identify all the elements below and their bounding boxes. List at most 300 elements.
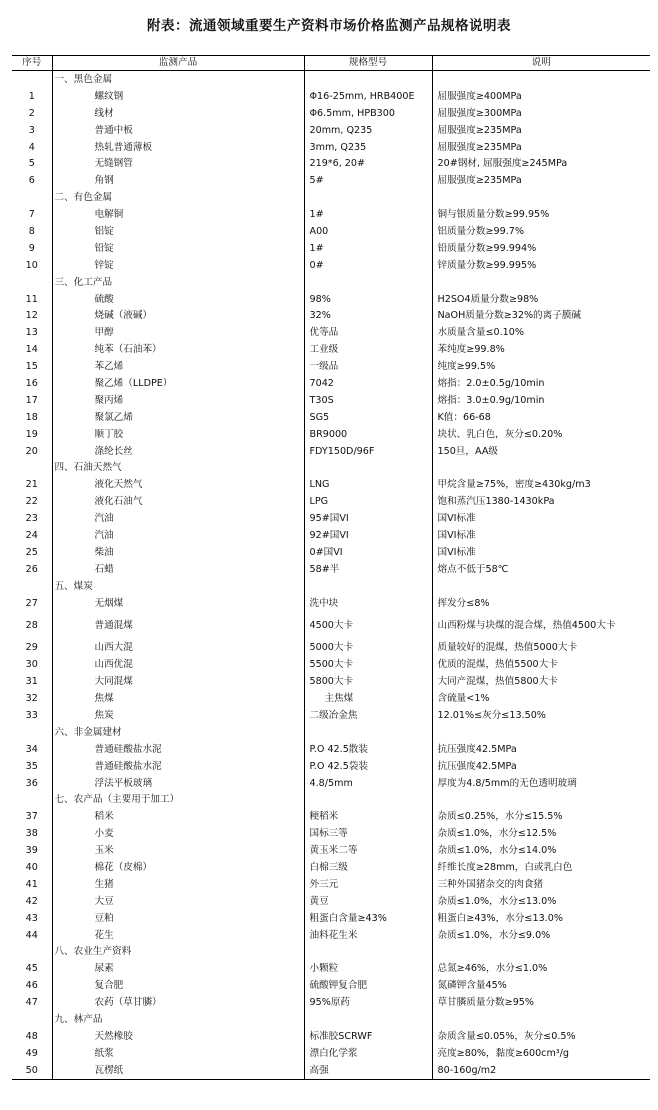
table-row — [12, 476, 650, 493]
category-name: 一、黑色金属 — [52, 71, 304, 88]
product-name: 电解铜 — [52, 206, 304, 223]
table-row — [12, 307, 650, 324]
product-name: 角钢 — [52, 172, 304, 189]
spec-model: 0# — [304, 257, 432, 274]
product-name: 普通硅酸盐水泥 — [52, 741, 304, 758]
table-body — [12, 71, 650, 1080]
table-row — [12, 1045, 650, 1062]
row-number: 3 — [12, 122, 52, 139]
product-name: 锌锭 — [52, 257, 304, 274]
product-name: 螺纹钢 — [52, 88, 304, 105]
row-number: 35 — [12, 758, 52, 775]
table-row — [12, 223, 650, 240]
description: 大同产混煤，热值5800大卡 — [437, 676, 558, 688]
spec-model — [304, 578, 432, 595]
category-row — [12, 724, 650, 741]
product-name: 汽油 — [52, 510, 304, 527]
row-number: 24 — [12, 527, 52, 544]
row-number: 38 — [12, 825, 52, 842]
spec-model: 4.8/5mm — [304, 775, 432, 792]
row-number: 12 — [12, 307, 52, 324]
spec-model: SG5 — [304, 409, 432, 426]
category-row — [12, 459, 650, 476]
row-number: 28 — [12, 612, 52, 640]
spec-model: Φ6.5mm, HPB300 — [304, 105, 432, 122]
spec-model: BR9000 — [304, 426, 432, 443]
row-number: 2 — [12, 105, 52, 122]
product-name: 焦炭 — [52, 707, 304, 724]
spec-model — [304, 792, 432, 809]
row-number — [12, 71, 52, 88]
header-product: 监测产品 — [52, 56, 304, 71]
spec-model: LPG — [304, 493, 432, 510]
product-name: 线材 — [52, 105, 304, 122]
description: 150旦，AA级 — [437, 445, 498, 457]
description: K值：66-68 — [437, 411, 491, 423]
table-row — [12, 291, 650, 308]
table-row — [12, 825, 650, 842]
spec-model: 油料花生米 — [304, 927, 432, 944]
row-number: 50 — [12, 1062, 52, 1079]
table-row — [12, 493, 650, 510]
description: 屈服强度≥300MPa — [437, 107, 522, 119]
table-row — [12, 375, 650, 392]
product-name: 涤纶长丝 — [52, 443, 304, 460]
description: 三种外国猪杂交的肉食猪 — [437, 878, 544, 890]
spec-model: 粗蛋白含量≥43% — [304, 910, 432, 927]
row-number: 25 — [12, 544, 52, 561]
table-row — [12, 775, 650, 792]
spec-model: 主焦煤 — [304, 690, 432, 707]
row-number: 22 — [12, 493, 52, 510]
product-name: 汽油 — [52, 527, 304, 544]
product-name: 瓦楞纸 — [52, 1062, 304, 1079]
table-header — [12, 56, 650, 71]
description: 杂质≤1.0%，水分≤13.0% — [437, 895, 557, 907]
spec-model: Φ16-25mm, HRB400E — [304, 88, 432, 105]
spec-model: 洗中块 — [304, 595, 432, 612]
description: 甲烷含量≥75%，密度≥430kg/m3 — [437, 479, 591, 491]
description: 80-160g/m2 — [432, 1062, 650, 1079]
row-number: 30 — [12, 656, 52, 673]
row-number: 39 — [12, 842, 52, 859]
spec-model: 95#国VI — [304, 510, 432, 527]
product-name: 烧碱（液碱） — [52, 307, 304, 324]
table-row — [12, 426, 650, 443]
description: 草甘膦质量分数≥95% — [437, 997, 535, 1009]
row-number — [12, 1011, 52, 1028]
description — [432, 71, 650, 88]
description: 质量较好的混煤，热值5000大卡 — [437, 642, 578, 654]
description: 抗压强度42.5MPa — [437, 743, 517, 755]
spec-model — [304, 71, 432, 88]
description: 杂质≤1.0%，水分≤14.0% — [437, 845, 557, 857]
row-number: 36 — [12, 775, 52, 792]
category-name: 五、煤炭 — [52, 578, 304, 595]
spec-model: 32% — [304, 307, 432, 324]
product-name: 农药（草甘膦） — [52, 994, 304, 1011]
product-name: 焦煤 — [52, 690, 304, 707]
description: 杂质≤1.0%，水分≤12.5% — [437, 828, 557, 840]
table-row — [12, 105, 650, 122]
product-name: 大豆 — [52, 893, 304, 910]
product-name: 聚乙烯（LLDPE） — [52, 375, 304, 392]
category-row — [12, 189, 650, 206]
spec-model: 58#半 — [304, 561, 432, 578]
description: 山西粉煤与块煤的混合煤，热值4500大卡 — [437, 619, 616, 631]
spec-model: P.O 42.5散装 — [304, 741, 432, 758]
table-row — [12, 994, 650, 1011]
product-name: 普通混煤 — [52, 612, 304, 640]
product-name: 苯乙烯 — [52, 358, 304, 375]
product-name: 大同混煤 — [52, 673, 304, 690]
row-number: 37 — [12, 808, 52, 825]
description: 氮磷钾含量45% — [437, 980, 507, 992]
category-row — [12, 71, 650, 88]
category-name: 二、有色金属 — [52, 189, 304, 206]
spec-model: 漂白化学浆 — [304, 1045, 432, 1062]
spec-model: 优等品 — [304, 324, 432, 341]
spec-model: 二级冶金焦 — [304, 707, 432, 724]
product-name: 花生 — [52, 927, 304, 944]
spec-model: 5800大卡 — [304, 673, 432, 690]
product-name: 山西大混 — [52, 640, 304, 657]
table-row — [12, 910, 650, 927]
category-name: 三、化工产品 — [52, 274, 304, 291]
table-row — [12, 240, 650, 257]
product-name: 热轧普通薄板 — [52, 139, 304, 156]
table-row — [12, 561, 650, 578]
row-number: 46 — [12, 977, 52, 994]
description: 纤维长度≥28mm，白或乳白色 — [437, 862, 573, 874]
description — [432, 944, 650, 961]
description: 水质量含量≤0.10% — [437, 327, 524, 339]
row-number: 19 — [12, 426, 52, 443]
spec-model: 98% — [304, 291, 432, 308]
row-number — [12, 459, 52, 476]
spec-model — [304, 1011, 432, 1028]
row-number: 40 — [12, 859, 52, 876]
table-row — [12, 341, 650, 358]
table-row — [12, 172, 650, 189]
description: 杂质含量≤0.05%，灰分≤0.5% — [437, 1030, 576, 1042]
row-number: 4 — [12, 139, 52, 156]
product-name: 纸浆 — [52, 1045, 304, 1062]
description: 苯纯度≥99.8% — [437, 344, 505, 356]
table-row — [12, 741, 650, 758]
row-number: 21 — [12, 476, 52, 493]
row-number: 44 — [12, 927, 52, 944]
product-name: 纯苯（石油苯） — [52, 341, 304, 358]
spec-model: 高强 — [304, 1062, 432, 1079]
table-row — [12, 893, 650, 910]
spec-model: 白棉三级 — [304, 859, 432, 876]
row-number: 31 — [12, 673, 52, 690]
table-row — [12, 257, 650, 274]
category-name: 八、农业生产资料 — [52, 944, 304, 961]
table-row — [12, 443, 650, 460]
table-row — [12, 510, 650, 527]
spec-model: 95%原药 — [304, 994, 432, 1011]
table-row — [12, 324, 650, 341]
header-num: 序号 — [12, 56, 52, 71]
row-number — [12, 189, 52, 206]
table-row — [12, 595, 650, 612]
description: 饱和蒸汽压1380-1430kPa — [437, 496, 555, 508]
spec-model — [304, 944, 432, 961]
row-number: 5 — [12, 155, 52, 172]
description: 国VI标准 — [437, 546, 476, 558]
spec-model: 硫酸钾复合肥 — [304, 977, 432, 994]
row-number: 16 — [12, 375, 52, 392]
product-name: 天然橡胶 — [52, 1028, 304, 1045]
table-row — [12, 640, 650, 657]
description: 抗压强度42.5MPa — [437, 760, 517, 772]
product-name: 生猪 — [52, 876, 304, 893]
table-row — [12, 690, 650, 707]
description: 国VI标准 — [437, 529, 476, 541]
spec-model: 0#国VI — [304, 544, 432, 561]
row-number: 13 — [12, 324, 52, 341]
spec-model: 1# — [304, 206, 432, 223]
product-name: 硫酸 — [52, 291, 304, 308]
product-name: 稻米 — [52, 808, 304, 825]
row-number — [12, 792, 52, 809]
table-row — [12, 122, 650, 139]
spec-model: 7042 — [304, 375, 432, 392]
row-number: 45 — [12, 960, 52, 977]
row-number: 29 — [12, 640, 52, 657]
product-name: 聚丙烯 — [52, 392, 304, 409]
product-name: 浮法平板玻璃 — [52, 775, 304, 792]
spec-model — [304, 724, 432, 741]
row-number: 34 — [12, 741, 52, 758]
spec-model: 5# — [304, 172, 432, 189]
row-number: 18 — [12, 409, 52, 426]
description: 总氮≥46%，水分≤1.0% — [437, 963, 548, 975]
description: 屈服强度≥235MPa — [437, 175, 522, 187]
table-row — [12, 139, 650, 156]
row-number: 14 — [12, 341, 52, 358]
description: 熔指：2.0±0.5g/10min — [437, 377, 545, 389]
row-number: 32 — [12, 690, 52, 707]
product-name: 聚氯乙烯 — [52, 409, 304, 426]
description: 亮度≥80%，黏度≥600cm³/g — [437, 1047, 569, 1059]
table-row — [12, 656, 650, 673]
row-number: 11 — [12, 291, 52, 308]
category-name: 七、农产品（主要用于加工） — [52, 792, 304, 809]
row-number: 9 — [12, 240, 52, 257]
description: NaOH质量分数≥32%的离子膜碱 — [437, 310, 582, 322]
spec-model: 一级品 — [304, 358, 432, 375]
row-number: 6 — [12, 172, 52, 189]
description: 块状、乳白色，灰分≤0.20% — [437, 428, 563, 440]
product-name: 顺丁胶 — [52, 426, 304, 443]
category-name: 六、非金属建材 — [52, 724, 304, 741]
spec-model: 92#国VI — [304, 527, 432, 544]
product-name: 小麦 — [52, 825, 304, 842]
product-name: 柴油 — [52, 544, 304, 561]
description: 粗蛋白≥43%，水分≤13.0% — [437, 912, 563, 924]
spec-model — [304, 274, 432, 291]
row-number: 7 — [12, 206, 52, 223]
spec-model: 粳稻米 — [304, 808, 432, 825]
product-name: 棉花（皮棉） — [52, 859, 304, 876]
table-row — [12, 707, 650, 724]
table-row — [12, 527, 650, 544]
spec-model: P.O 42.5袋装 — [304, 758, 432, 775]
table-row — [12, 842, 650, 859]
table-row — [12, 358, 650, 375]
product-name: 铝锭 — [52, 223, 304, 240]
row-number — [12, 724, 52, 741]
spec-model: 4500大卡 — [304, 612, 432, 640]
product-name: 普通硅酸盐水泥 — [52, 758, 304, 775]
description: 优质的混煤，热值5500大卡 — [437, 659, 558, 671]
row-number: 26 — [12, 561, 52, 578]
description — [432, 274, 650, 291]
row-number — [12, 944, 52, 961]
description: 锌质量分数≥99.995% — [437, 259, 537, 271]
spec-table — [12, 55, 650, 1080]
product-name: 液化天然气 — [52, 476, 304, 493]
product-name: 无缝钢管 — [52, 155, 304, 172]
table-row — [12, 808, 650, 825]
description: 含硫量<1% — [437, 693, 490, 705]
description: 熔点不低于58℃ — [437, 563, 509, 575]
description — [432, 189, 650, 206]
table-row — [12, 88, 650, 105]
description — [432, 578, 650, 595]
table-row — [12, 612, 650, 640]
table-row — [12, 392, 650, 409]
row-number: 49 — [12, 1045, 52, 1062]
spec-model: 1# — [304, 240, 432, 257]
page-title: 附表：流通领域重要生产资料市场价格监测产品规格说明表 — [147, 18, 511, 34]
description: 纯度≥99.5% — [437, 361, 496, 373]
description: 20#钢材, 屈服强度≥245MPa — [437, 158, 568, 170]
category-row — [12, 578, 650, 595]
spec-model: 黄玉米二等 — [304, 842, 432, 859]
description — [432, 1011, 650, 1028]
product-name: 尿素 — [52, 960, 304, 977]
spec-model: 5500大卡 — [304, 656, 432, 673]
row-number: 17 — [12, 392, 52, 409]
row-number: 33 — [12, 707, 52, 724]
table-row — [12, 977, 650, 994]
description: 屈服强度≥235MPa — [437, 124, 522, 136]
description: 12.01%≤灰分≤13.50% — [437, 710, 546, 721]
row-number: 43 — [12, 910, 52, 927]
product-name: 复合肥 — [52, 977, 304, 994]
category-row — [12, 792, 650, 809]
description: 屈服强度≥400MPa — [437, 90, 522, 102]
product-name: 液化石油气 — [52, 493, 304, 510]
description: 熔指：3.0±0.9g/10min — [437, 394, 545, 406]
product-name: 铅锭 — [52, 240, 304, 257]
row-number: 42 — [12, 893, 52, 910]
description: 厚度为4.8/5mm的无色透明玻璃 — [437, 777, 577, 789]
description: 屈服强度≥235MPa — [437, 141, 522, 153]
spec-model: 小颗粒 — [304, 960, 432, 977]
spec-model: 国标三等 — [304, 825, 432, 842]
table-row — [12, 1028, 650, 1045]
category-row — [12, 944, 650, 961]
description — [432, 792, 650, 809]
spec-model — [304, 189, 432, 206]
header-desc: 说明 — [432, 56, 650, 71]
description: 杂质≤1.0%，水分≤9.0% — [437, 929, 551, 941]
spec-model: 219*6, 20# — [304, 155, 432, 172]
row-number: 47 — [12, 994, 52, 1011]
table-row — [12, 859, 650, 876]
table-row — [12, 758, 650, 775]
description: 杂质≤0.25%，水分≤15.5% — [437, 811, 563, 823]
description: 铝质量分数≥99.7% — [437, 225, 524, 237]
description: 挥发分≤8% — [437, 597, 490, 609]
spec-model: T30S — [304, 392, 432, 409]
product-name: 石蜡 — [52, 561, 304, 578]
description: H2SO4质量分数≥98% — [437, 293, 539, 305]
description — [432, 459, 650, 476]
description: 铜与银质量分数≥99.95% — [437, 209, 550, 221]
row-number: 15 — [12, 358, 52, 375]
spec-model: FDY150D/96F — [304, 443, 432, 460]
product-name: 山西优混 — [52, 656, 304, 673]
row-number: 41 — [12, 876, 52, 893]
row-number: 10 — [12, 257, 52, 274]
table-row — [12, 1062, 650, 1079]
table-row — [12, 206, 650, 223]
row-number — [12, 578, 52, 595]
table-row — [12, 673, 650, 690]
spec-model: 20mm, Q235 — [304, 122, 432, 139]
table-row — [12, 960, 650, 977]
table-row — [12, 876, 650, 893]
spec-model: A00 — [304, 223, 432, 240]
description — [432, 724, 650, 741]
category-name: 九、林产品 — [52, 1011, 304, 1028]
category-row — [12, 1011, 650, 1028]
description: 铅质量分数≥99.994% — [437, 242, 537, 254]
product-name: 无烟煤 — [52, 595, 304, 612]
row-number: 48 — [12, 1028, 52, 1045]
row-number: 23 — [12, 510, 52, 527]
description: 国VI标准 — [437, 513, 476, 525]
spec-model: 5000大卡 — [304, 640, 432, 657]
row-number: 8 — [12, 223, 52, 240]
row-number: 1 — [12, 88, 52, 105]
spec-model: LNG — [304, 476, 432, 493]
spec-model: 3mm, Q235 — [304, 139, 432, 156]
row-number — [12, 274, 52, 291]
product-name: 豆粕 — [52, 910, 304, 927]
spec-model — [304, 459, 432, 476]
row-number: 20 — [12, 443, 52, 460]
spec-model: 黄豆 — [304, 893, 432, 910]
product-name: 普通中板 — [52, 122, 304, 139]
table-row — [12, 409, 650, 426]
table-row — [12, 544, 650, 561]
table-row — [12, 155, 650, 172]
table-row — [12, 927, 650, 944]
spec-model: 标准胶SCRWF — [304, 1028, 432, 1045]
spec-model: 工业级 — [304, 341, 432, 358]
category-name: 四、石油天然气 — [52, 459, 304, 476]
product-name: 玉米 — [52, 842, 304, 859]
row-number: 27 — [12, 595, 52, 612]
category-row — [12, 274, 650, 291]
